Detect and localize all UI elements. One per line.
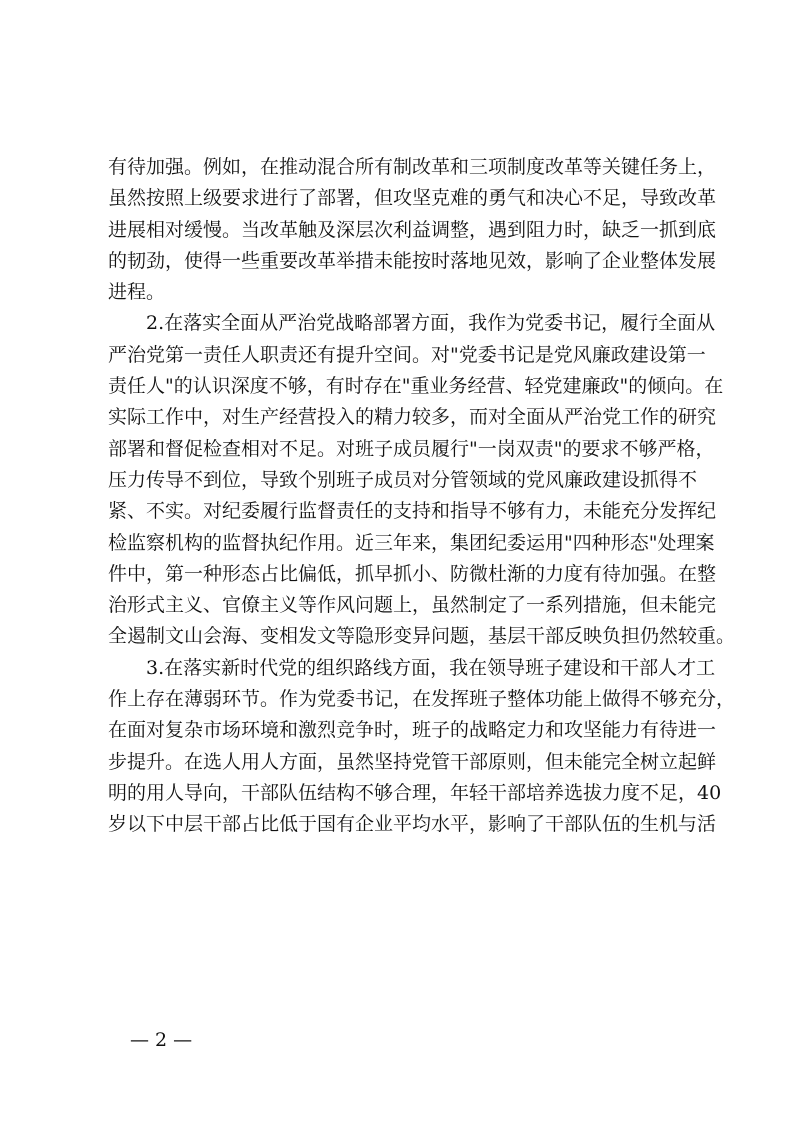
text-line: 严治党第一责任人职责还有提升空间。对"党委书记是党风廉政建设第一 (108, 343, 706, 366)
paragraph-party-governance (108, 308, 736, 652)
text-line: 有待加强。例如，在推动混合所有制改革和三项制度改革等关键任务上， (108, 156, 717, 178)
page-number: — 2 — (130, 1029, 193, 1051)
text-line: 实际工作中，对生产经营投入的精力较多，而对全面从严治党工作的研究 (108, 406, 717, 429)
text-line: 3.在落实新时代党的组织路线方面，我在领导班子建设和干部人才工 (108, 656, 716, 679)
text-line: 明的用人导向，干部队伍结构不够合理，年轻干部培养选拔力度不足，40 (108, 781, 722, 804)
text-line: 进程。 (108, 281, 166, 304)
body-text (108, 152, 736, 841)
text-line: 2.在落实全面从严治党战略部署方面，我作为党委书记，履行全面从 (108, 312, 716, 335)
text-line: 的韧劲，使得一些重要改革举措未能按时落地见效，影响了企业整体发展 (108, 249, 717, 272)
text-line: 责任人"的认识深度不够，有时存在"重业务经营、轻党建廉政"的倾向。在 (108, 375, 724, 398)
text-line: 在面对复杂市场环境和激烈竞争时，班子的战略定力和攻坚能力有待进一 (108, 719, 717, 742)
text-line: 岁以下中层干部占比低于国有企业平均水平，影响了干部队伍的生机与活 (108, 813, 717, 836)
text-line: 治形式主义、官僚主义等作风问题上，虽然制定了一系列措施，但未能完 (108, 594, 717, 617)
text-line: 进展相对缓慢。当改革触及深层次利益调整，遇到阻力时，缺乏一抓到底 (108, 218, 717, 241)
text-line: 紧、不实。对纪委履行监督责任的支持和指导不够有力，未能充分发挥纪 (108, 500, 717, 523)
text-line: 作上存在薄弱环节。作为党委书记，在发挥班子整体功能上做得不够充分， (108, 688, 736, 711)
text-line: 部署和督促检查相对不足。对班子成员履行"一岗双责"的要求不够严格， (108, 437, 715, 460)
text-line: 检监察机构的监督执纪作用。近三年来，集团纪委运用"四种形态"处理案 (108, 531, 715, 554)
paragraph-continued (108, 152, 717, 308)
text-line: 步提升。在选人用人方面，虽然坚持党管干部原则，但未能完全树立起鲜 (108, 750, 717, 773)
text-line: 件中，第一种形态占比偏低，抓早抓小、防微杜渐的力度有待加强。在整 (108, 562, 717, 585)
paragraph-organization-line (108, 653, 736, 841)
text-line: 压力传导不到位，导致个别班子成员对分管领域的党风廉政建设抓得不 (108, 468, 698, 491)
text-line: 虽然按照上级要求进行了部署，但攻坚克难的勇气和决心不足，导致改革 (108, 187, 717, 210)
text-line: 全遏制文山会海、变相发文等隐形变异问题，基层干部反映负担仍然较重。 (108, 625, 736, 648)
